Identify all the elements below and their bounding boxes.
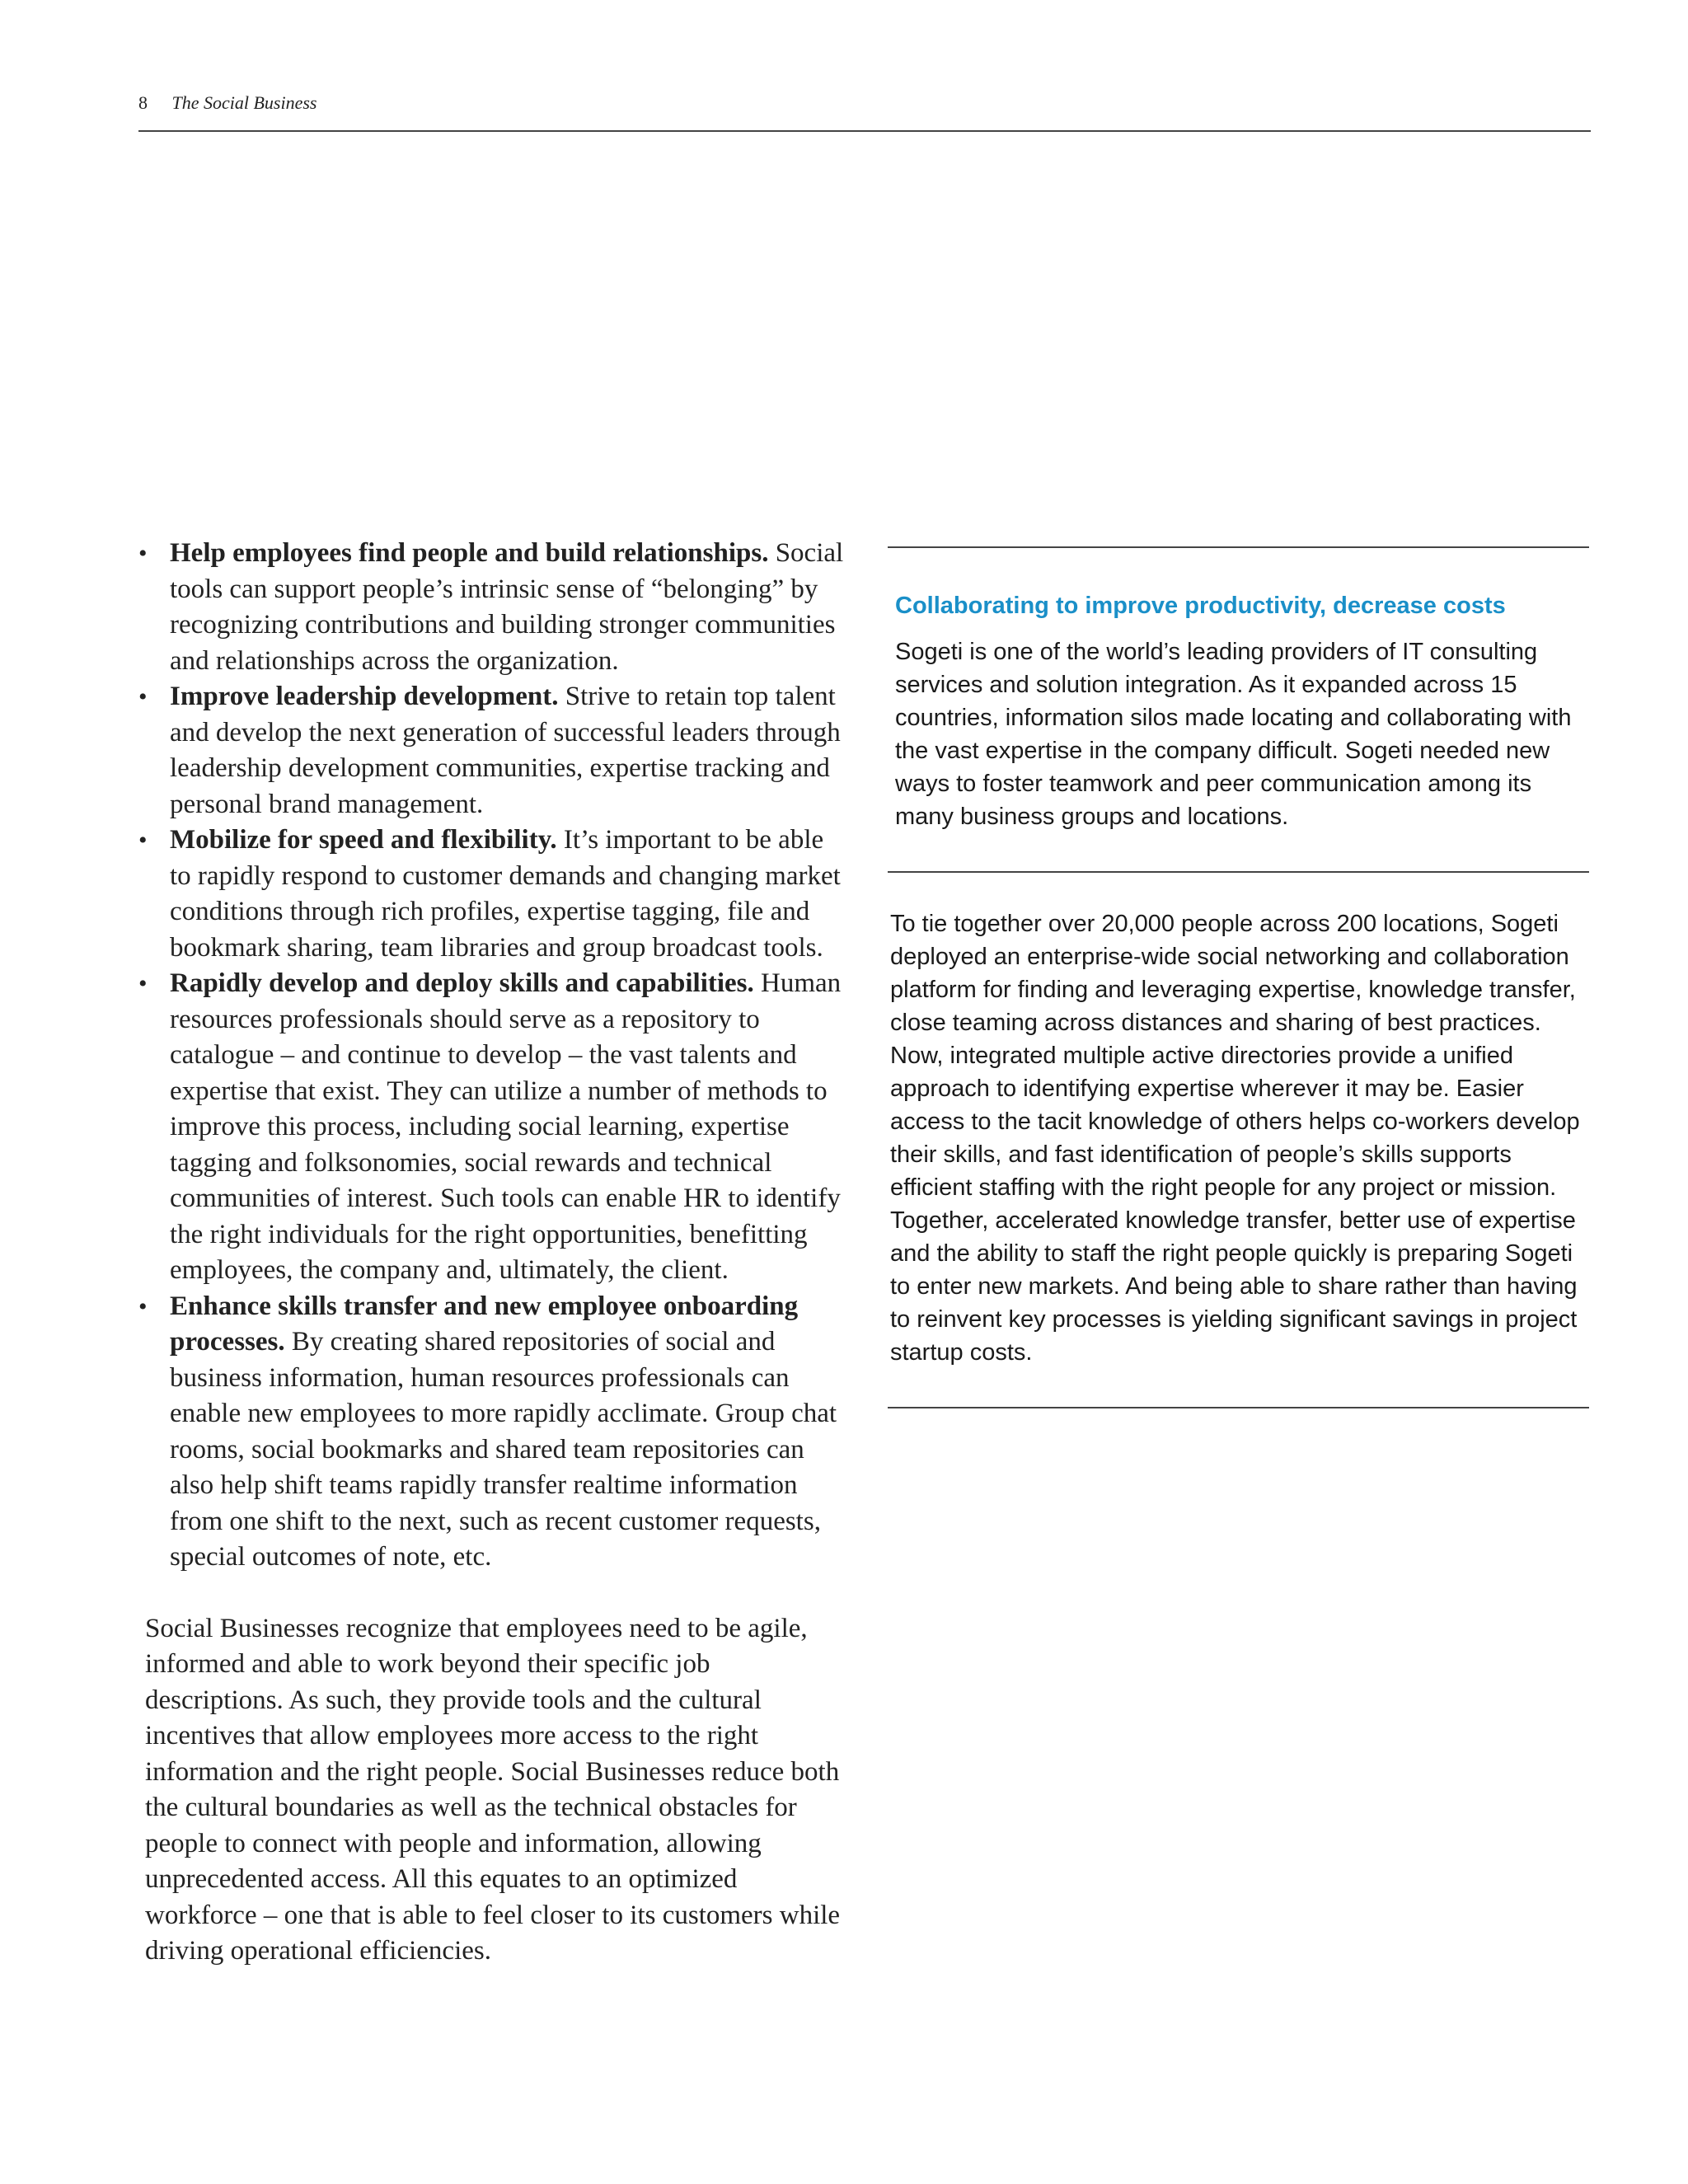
bullet-icon: • xyxy=(138,683,148,710)
sidebar-paragraph-challenge: Sogeti is one of the world’s leading providers of IT consulting services and solution integration. As it expanded across 15 countries, information silos made locating and collaborating with the vast expertise in the company difficult. Sogeti needed new ways to foster teamwork and peer communication among its many business groups and locations. xyxy=(895,639,1572,830)
bullet-text: By creating shared repositories of social and business information, human resources professionals can enable new employees to more rapidly acclimate. Group chat rooms, social bookmarks and shared team repositories can also help shift teams rapidly transfer realtime information from one shift to the next, such as recent customer requests, special outcomes of note, etc. xyxy=(170,1327,837,1572)
sidebar-bottom-rule xyxy=(888,1407,1589,1408)
bullet-item xyxy=(138,823,847,966)
bullet-icon: • xyxy=(138,1292,148,1320)
running-title: The Social Business xyxy=(171,92,317,113)
bullet-item xyxy=(138,1289,847,1576)
bullet-text: Human resources professionals should serve as a repository to catalogue – and continue to develop – the vast talents and expertise that exist. They can utilize a number of methods to improve this process, including social learning, expertise tagging and folksonomies, social rewards and technical communities of interest. Such tools can enable HR to identify the right individuals for the right opportunities, benefitting employees, the company and, ultimately, the client. xyxy=(170,968,842,1285)
bullet-lead: Improve leadership development. xyxy=(170,682,559,711)
sidebar-paragraph-solution: To tie together over 20,000 people across 200 locations, Sogeti deployed an enterprise-wide social networking and collaboration platform for finding and leveraging expertise, knowledge transfer, close teaming across distances and sharing of best practices. Now, integrated multiple active directories provide a unified approach to identifying expertise wherever it may be. Easier access to the tacit knowledge of others helps co-workers develop their skills, and fast identification of people’s skills supports efficient staffing with the right people for any project or mission. Together, accelerated knowledge transfer, better use of expertise and the ability to staff the right people quickly is preparing Sogeti to enter new markets. And being able to share rather than having to reinvent key processes is yielding significant savings in project startup costs. xyxy=(890,911,1580,1366)
page-number: 8 xyxy=(138,92,148,113)
bullet-item xyxy=(138,966,847,1289)
header-rule xyxy=(138,130,1591,132)
bullet-icon: • xyxy=(138,540,148,567)
bullet-item xyxy=(138,679,847,823)
bullet-list xyxy=(138,536,847,1576)
bullet-text: Strive to retain top talent and develop the next generation of successful leaders through leadership development communities, expertise tracking and personal brand management. xyxy=(170,682,841,819)
page-header xyxy=(138,92,317,114)
sidebar-middle-rule xyxy=(888,871,1589,873)
bullet-icon: • xyxy=(138,827,148,854)
bullet-text: Social tools can support people’s intrinsic sense of “belonging” by recognizing contributions and building stronger communities and relationships across the organization. xyxy=(170,538,844,676)
bullet-icon: • xyxy=(138,970,148,997)
bullet-lead: Mobilize for speed and flexibility. xyxy=(170,825,557,855)
closing-paragraph: Social Businesses recognize that employees need to be agile, informed and able to work beyond their specific job descriptions. As such, they provide tools and the cultural incentives that allow employees more access to the right information and the right people. Social Businesses reduce both the cultural boundaries as well as the technical obstacles for people to connect with people and information, allowing unprecedented access. All this equates to an optimized workforce – one that is able to feel closer to its customers while driving operational efficiencies. xyxy=(145,1613,841,1966)
main-column xyxy=(138,536,847,1970)
sidebar-top-rule xyxy=(888,546,1589,548)
bullet-item xyxy=(138,536,847,679)
case-study-sidebar xyxy=(888,546,1589,1408)
bullet-lead: Help employees find people and build relationships. xyxy=(170,538,769,568)
bullet-lead: Rapidly develop and deploy skills and capabilities. xyxy=(170,968,754,998)
sidebar-heading: Collaborating to improve productivity, decrease costs xyxy=(895,593,1506,619)
bullet-lead: Enhance skills transfer and new employee onboarding processes. xyxy=(170,1291,799,1357)
bullet-text: It’s important to be able to rapidly respond to customer demands and changing market conditions through rich profiles, expertise tagging, file and bookmark sharing, team libraries and group broadcast tools. xyxy=(170,825,841,963)
